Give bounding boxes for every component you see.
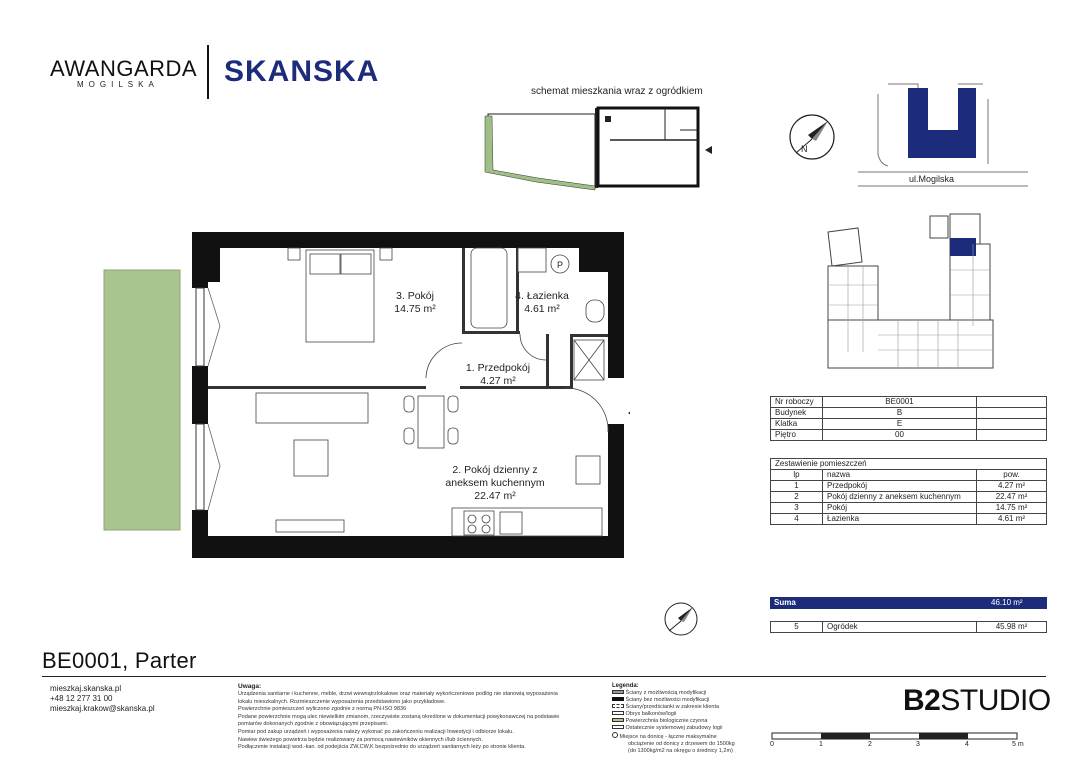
page-title: BE0001, Parter <box>42 648 197 673</box>
contact-website[interactable]: mieszkaj.skanska.pl <box>50 684 122 693</box>
table-row <box>771 481 1047 492</box>
table-cell: Pokój <box>823 503 977 514</box>
table-title: Zestawienie pomieszczeń <box>771 459 1047 470</box>
table-cell <box>977 408 1047 419</box>
room-area: 14.75 m² <box>394 303 436 316</box>
table-cell <box>977 430 1047 441</box>
scale-label: 1 <box>819 741 823 748</box>
table-row <box>771 430 1047 441</box>
awangarda-logo: AWANGARDA <box>50 56 198 81</box>
svg-text:P: P <box>556 260 564 270</box>
table-row <box>771 622 1047 633</box>
table-cell: 5 <box>771 622 823 633</box>
legend-item <box>612 690 762 697</box>
table-cell: Łazienka <box>823 514 977 525</box>
legend-label: (do 1300kg/m2 na okręgu o średnicy 1,2m) <box>628 748 733 754</box>
skanska-logo: SKANSKA <box>224 55 380 88</box>
table-cell: 3 <box>771 503 823 514</box>
b2studio-logo-bold: B2 <box>903 684 941 717</box>
notes-title: Uwaga: <box>238 683 262 690</box>
legend-label: Ściany bez możliwości modyfikacji <box>625 697 710 703</box>
room-area: 22.47 m² <box>474 490 516 503</box>
legend-swatch <box>612 718 624 722</box>
room-name: 1. Przedpokój <box>465 362 531 374</box>
table-row <box>771 503 1047 514</box>
legend-label: obciążenie od donicy z drzewem do 1500kg <box>628 741 735 747</box>
room-name-line2: aneksem kuchennym <box>445 477 545 490</box>
b2studio-logo <box>903 684 1051 718</box>
legend-label: Powierzchnia biologicznie czynna <box>625 718 708 724</box>
table-header-row <box>771 470 1047 481</box>
table-cell: BE0001 <box>823 397 977 408</box>
table-header: pow. <box>977 470 1047 481</box>
table-cell: Klatka <box>771 419 823 430</box>
table-cell: Pokój dzienny z aneksem kuchennym <box>823 492 977 503</box>
table-cell: 14.75 m² <box>977 503 1047 514</box>
north-arrow-icon <box>788 113 836 161</box>
table-row <box>771 419 1047 430</box>
legend-swatch <box>612 697 624 701</box>
table-cell: 4.61 m² <box>977 514 1047 525</box>
legend-swatch <box>612 711 624 715</box>
table-cell: 4.27 m² <box>977 481 1047 492</box>
scale-label: 4 <box>965 741 969 748</box>
legend-swatch <box>612 725 624 729</box>
legend-label: Obrys balkonów/logii <box>625 711 677 717</box>
table-cell <box>977 397 1047 408</box>
schema-title: schemat mieszkania wraz z ogródkiem <box>531 86 703 97</box>
contact-email[interactable]: mieszkaj.krakow@skanska.pl <box>50 704 155 713</box>
scale-label: 0 <box>770 741 774 748</box>
room-name: 4. Łazienka <box>515 290 569 302</box>
table-cell: Nr roboczy <box>771 397 823 408</box>
note-line: lokalu mieszkalnych. Rozmieszczenie wyposażenia przedstawiono jako przykładowe. <box>238 698 446 705</box>
table-cell: 45.98 m² <box>977 622 1047 633</box>
scale-bar <box>770 729 1022 743</box>
room-name: 3. Pokój <box>396 290 434 302</box>
table-cell: B <box>823 408 977 419</box>
legend-swatch <box>612 732 618 738</box>
room-area: 4.61 m² <box>524 303 560 316</box>
contact-phone: +48 12 277 31 00 <box>50 694 113 703</box>
logo-divider <box>207 45 209 99</box>
table-row <box>771 408 1047 419</box>
location-map <box>858 74 1028 190</box>
table-header: lp <box>771 470 823 481</box>
table-cell: Ogródek <box>823 622 977 633</box>
garden-table <box>770 621 1047 633</box>
note-line: Urządzenia sanitarne i kuchenne, meble, drzwi wewnątrzlokalowe oraz materiały wykończeniowe podlóg nie stanowią wyposażenia <box>238 691 558 697</box>
legend-swatch <box>612 690 624 694</box>
north-arrow-small-icon <box>663 601 699 637</box>
legend-item <box>612 725 762 732</box>
unit-info-table <box>770 396 1047 441</box>
legend-item <box>612 711 762 718</box>
table-cell: 2 <box>771 492 823 503</box>
table-cell: Budynek <box>771 408 823 419</box>
legend <box>612 690 762 755</box>
legend-label: Ściany/przedścianki w zakresie klienta <box>625 704 720 710</box>
table-cell <box>977 419 1047 430</box>
note-line: Podłączenie instalacji wod.-kan. od podejścia ZW,CW,K bezpośrednio do urządzeń sanitarnych leży po stronie klienta. <box>238 744 526 751</box>
b2studio-logo-light: STUDIO <box>940 684 1051 717</box>
scale-label: 2 <box>868 741 872 748</box>
floor-plan <box>100 228 630 562</box>
table-cell: E <box>823 419 977 430</box>
table-cell: 4 <box>771 514 823 525</box>
table-cell: 22.47 m² <box>977 492 1047 503</box>
sum-bar <box>770 597 1047 609</box>
room-label-hallway <box>456 362 540 388</box>
awangarda-logo-subtitle: MOGILSKA <box>77 80 159 89</box>
table-row <box>771 459 1047 470</box>
table-cell: 00 <box>823 430 977 441</box>
sum-value: 46.10 m² <box>991 598 1023 607</box>
table-cell: Przedpokój <box>823 481 977 492</box>
legend-item <box>612 704 762 711</box>
rooms-table <box>770 458 1047 525</box>
room-name: 2. Pokój dzienny z <box>452 464 538 476</box>
legend-label: Miejsce na donicę - łączne maksymalne <box>619 734 717 740</box>
sum-label: Suma <box>774 598 796 607</box>
scale-label: 3 <box>916 741 920 748</box>
legend-item <box>612 718 762 725</box>
divider <box>42 676 1046 677</box>
note-line: Podane powierzchnie mogą ulec niewielkim zmianom, rzeczywiste zostaną określone w dokumentacji powykonawczej na podstawie <box>238 713 560 720</box>
room-area: 4.27 m² <box>480 375 516 388</box>
legend-item <box>612 732 762 741</box>
legend-item <box>612 697 762 704</box>
legend-label: Ostatecznie systemowej zabudowy logii <box>625 725 723 731</box>
building-key-plan <box>818 210 1003 380</box>
legend-label: Ściany z możliwością modyfikacji <box>625 690 707 696</box>
room-label-bedroom <box>380 290 450 316</box>
garden-area <box>104 270 180 530</box>
legend-title: Legenda: <box>612 683 639 689</box>
scale-label: 5 m <box>1012 741 1024 748</box>
legend-swatch <box>612 704 624 708</box>
apartment-schema <box>480 100 720 192</box>
note-line: Powierzchnie pomieszczeń wyliczono zgodnie z normą PN-ISO 9836 <box>238 706 407 713</box>
table-row <box>771 492 1047 503</box>
street-label: ul.Mogilska <box>909 174 955 184</box>
note-line: Nawiew świeżego powietrza będzie realizowany za pomocą nawiewników okiennych i/lub ściennych. <box>238 736 483 743</box>
table-cell: 1 <box>771 481 823 492</box>
room-label-living-room <box>430 464 560 503</box>
note-line: pomiarów dokonanych zgodnie z obowiązującymi przepisami. <box>238 721 389 728</box>
contact-block <box>50 684 155 714</box>
table-row <box>771 514 1047 525</box>
table-cell: Piętro <box>771 430 823 441</box>
table-row <box>771 397 1047 408</box>
notes-block <box>238 691 588 752</box>
room-label-bathroom <box>505 290 579 316</box>
note-line: Pomiar pod zakup urządzeń i wyposażenia należy wykonać po zakończeniu realizacji Inwestycji i odbiorze lokalu. <box>238 728 514 735</box>
svg-text:N: N <box>801 144 808 154</box>
table-header: nazwa <box>823 470 977 481</box>
